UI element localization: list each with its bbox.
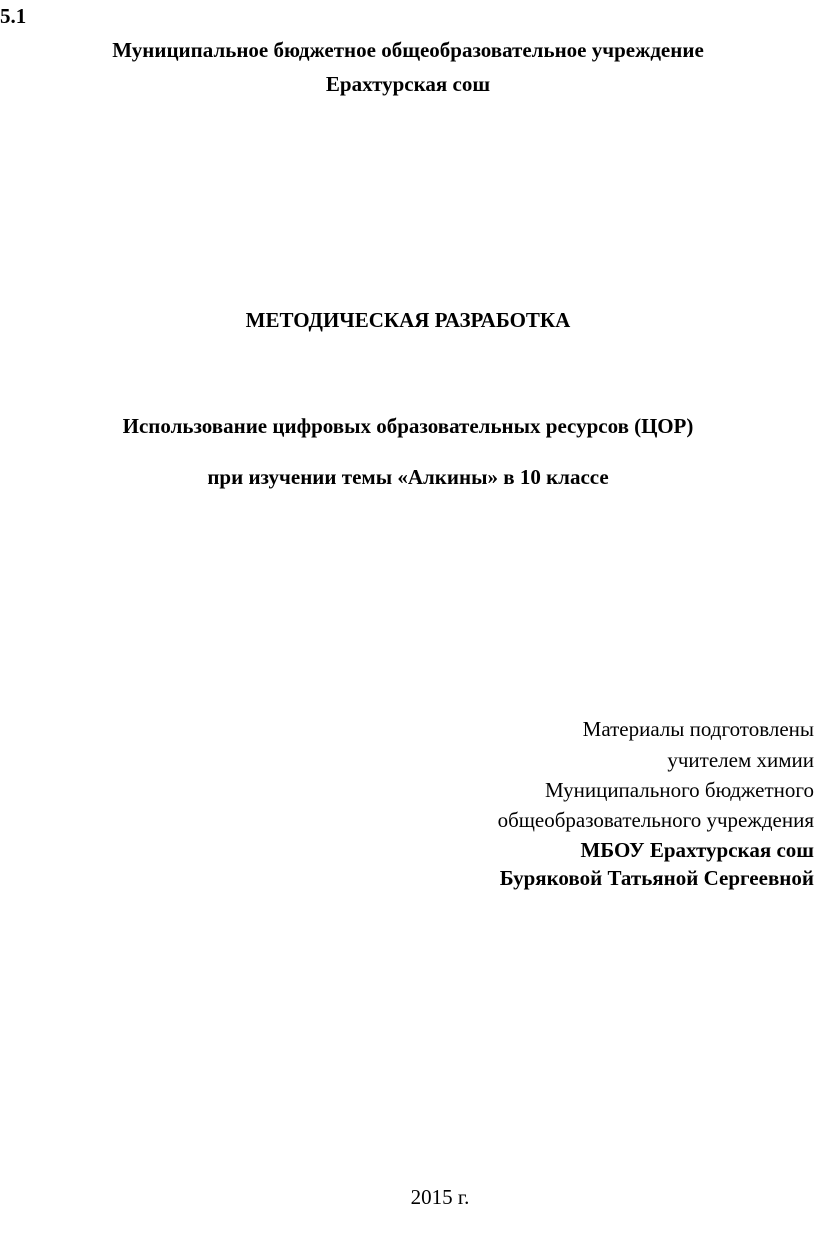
organization-name-line-2: Ерахтурская сош <box>325 72 491 96</box>
topic-title-line-2: при изучении темы «Алкины» в 10 классе <box>207 465 609 489</box>
topic-title-line-1: Использование цифровых образовательных ресурсов (ЦОР) <box>122 414 694 438</box>
organization-name-line-1: Муниципальное бюджетное общеобразовательное учреждение <box>112 38 704 62</box>
author-block-line: Муниципального бюджетного <box>544 778 814 802</box>
author-school-name: МБОУ Ерахтурская сош <box>580 838 814 862</box>
author-block-line: учителем химии <box>667 748 814 772</box>
author-full-name: Буряковой Татьяной Сергеевной <box>499 866 814 890</box>
page-number: 5.1 <box>0 4 27 28</box>
author-block-line: общеобразовательного учреждения <box>497 808 814 832</box>
author-block-line: Материалы подготовлены <box>582 717 814 741</box>
document-year: 2015 г. <box>410 1185 470 1209</box>
document-type-heading: МЕТОДИЧЕСКАЯ РАЗРАБОТКА <box>245 308 571 332</box>
